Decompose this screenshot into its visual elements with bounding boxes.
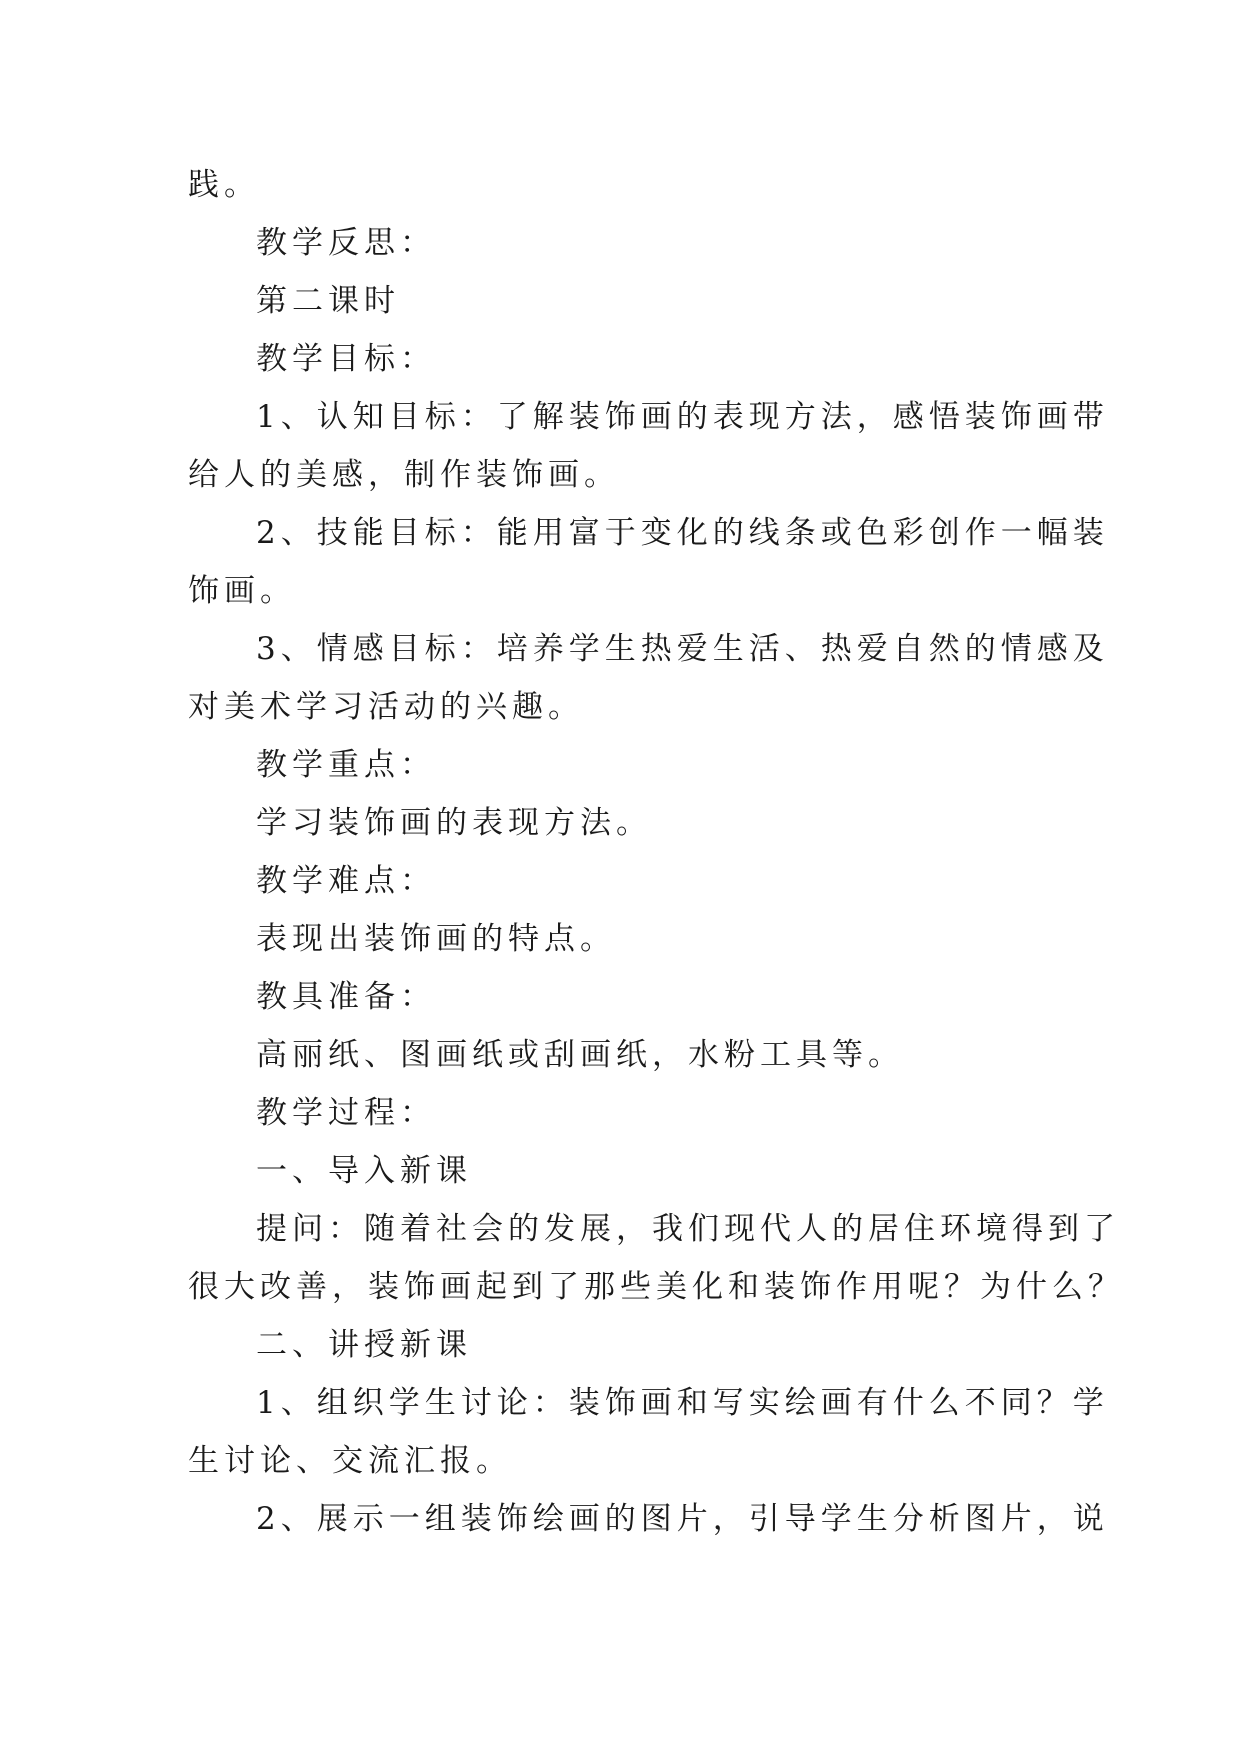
text-line: 教学目标： — [256, 341, 436, 377]
text-line: 一、导入新课 — [256, 1153, 472, 1189]
text-line: 提问：随着社会的发展，我们现代人的居住环境得到了 — [256, 1211, 1120, 1247]
text-line: 生讨论、交流汇报。 — [188, 1443, 512, 1479]
document-body — [188, 156, 1124, 1548]
text-line: 教学难点： — [256, 863, 436, 899]
text-line: 2、技能目标：能用富于变化的线条或色彩创作一幅装 — [256, 515, 1109, 551]
text-line: 给人的美感，制作装饰画。 — [188, 457, 620, 493]
text-line: 1、组织学生讨论：装饰画和写实绘画有什么不同？学 — [256, 1385, 1109, 1421]
text-line: 二、讲授新课 — [256, 1327, 472, 1363]
text-line: 2、展示一组装饰绘画的图片，引导学生分析图片，说 — [256, 1501, 1109, 1537]
text-line: 高丽纸、图画纸或刮画纸，水粉工具等。 — [256, 1037, 904, 1073]
text-line: 饰画。 — [188, 573, 296, 609]
text-line: 学习装饰画的表现方法。 — [256, 805, 652, 841]
text-line: 对美术学习活动的兴趣。 — [188, 689, 584, 725]
text-line: 3、情感目标：培养学生热爱生活、热爱自然的情感及 — [256, 631, 1109, 667]
text-line: 教学过程： — [256, 1095, 436, 1131]
text-line: 教学反思： — [256, 225, 436, 261]
text-line: 第二课时 — [256, 283, 400, 319]
text-line: 教学重点： — [256, 747, 436, 783]
text-line: 表现出装饰画的特点。 — [256, 921, 616, 957]
text-line: 践。 — [188, 167, 260, 203]
text-line: 1、认知目标：了解装饰画的表现方法，感悟装饰画带 — [256, 399, 1109, 435]
text-line: 教具准备： — [256, 979, 436, 1015]
text-line: 很大改善，装饰画起到了那些美化和装饰作用呢？为什么？ — [188, 1269, 1124, 1305]
